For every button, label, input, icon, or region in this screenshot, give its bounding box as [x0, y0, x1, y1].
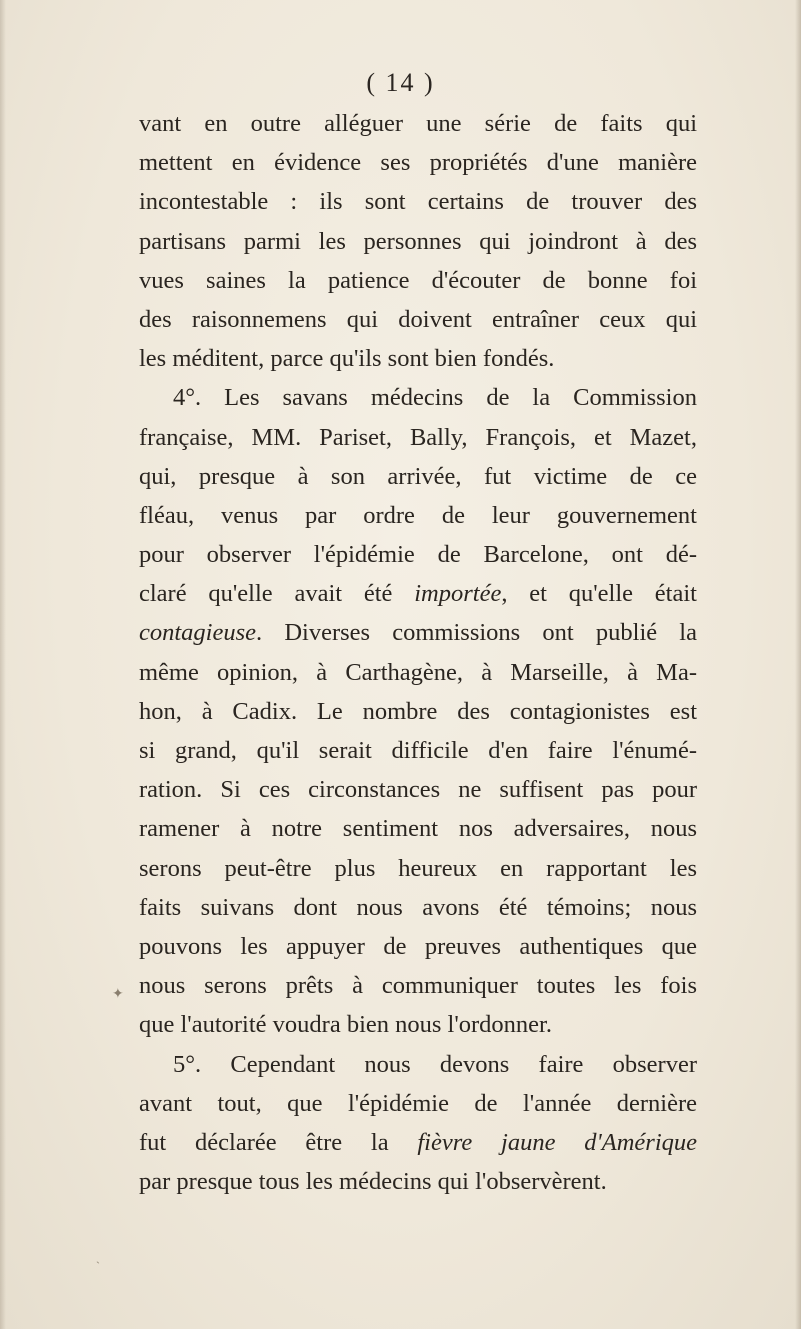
body-text	[139, 104, 697, 1201]
text-line: vues saines la patience d'écouter de bonne foi	[139, 266, 697, 294]
text-segment: fut déclarée être la	[139, 1128, 418, 1156]
text-line: française, MM. Pariset, Bally, François, et Mazet,	[139, 423, 697, 451]
text-segment: . Diverses commissions ont publié la	[256, 619, 697, 647]
text-line: 4°. Les savans médecins de la Commission	[173, 384, 697, 412]
text-line: ration. Si ces circonstances ne suffisent pas pour	[139, 776, 697, 804]
text-line: 5°. Cependant nous devons faire observer	[173, 1050, 697, 1078]
text-line: par presque tous les médecins qui l'observèrent.	[139, 1168, 607, 1196]
text-line: que l'autorité voudra bien nous l'ordonner.	[139, 1011, 552, 1039]
text-line: avant tout, que l'épidémie de l'année dernière	[139, 1089, 697, 1117]
text-segment: claré qu'elle avait été	[139, 580, 415, 608]
text-line-mixed	[139, 574, 697, 613]
page-number: ( 14 )	[366, 68, 435, 97]
text-line: fléau, venus par ordre de leur gouvernement	[139, 501, 697, 529]
margin-speck: ✦	[112, 986, 124, 1002]
text-segment: , et qu'elle était	[501, 580, 697, 608]
text-line: nous serons prêts à communiquer toutes les fois	[139, 972, 697, 1000]
text-line: des raisonnemens qui doivent entraîner ceux qui	[139, 305, 697, 333]
italic-phrase-fievre-jaune: fièvre jaune d'Amérique	[417, 1128, 697, 1156]
right-page-edge	[795, 0, 801, 1329]
text-line: qui, presque à son arrivée, fut victime de ce	[139, 462, 697, 490]
text-line-mixed	[139, 1123, 697, 1162]
text-line: pour observer l'épidémie de Barcelone, ont dé-	[139, 541, 697, 569]
text-line: partisans parmi les personnes qui joindront à des	[139, 227, 697, 255]
italic-word-importee: importée	[414, 580, 502, 608]
text-line: incontestable : ils sont certains de trouver des	[139, 188, 697, 216]
text-line: ramener à notre sentiment nos adversaires, nous	[139, 815, 697, 843]
margin-speck: ˎ	[96, 1250, 100, 1264]
text-line: serons peut-être plus heureux en rapportant les	[139, 854, 697, 882]
text-line: vant en outre alléguer une série de faits qui	[139, 110, 697, 137]
text-line: si grand, qu'il serait difficile d'en faire l'énumé-	[139, 737, 697, 764]
text-line: mettent en évidence ses propriétés d'une manière	[139, 149, 697, 177]
text-line: même opinion, à Carthagène, à Marseille, à Ma-	[139, 658, 697, 686]
text-line-mixed	[139, 613, 697, 652]
italic-word-contagieuse: contagieuse	[139, 619, 257, 647]
text-line: les méditent, parce qu'ils sont bien fondés.	[139, 345, 555, 373]
text-line: pouvons les appuyer de preuves authentiques que	[139, 932, 697, 960]
left-page-edge	[0, 0, 6, 1329]
text-line: faits suivans dont nous avons été témoins; nous	[139, 893, 697, 921]
text-line: hon, à Cadix. Le nombre des contagionistes est	[139, 697, 697, 725]
